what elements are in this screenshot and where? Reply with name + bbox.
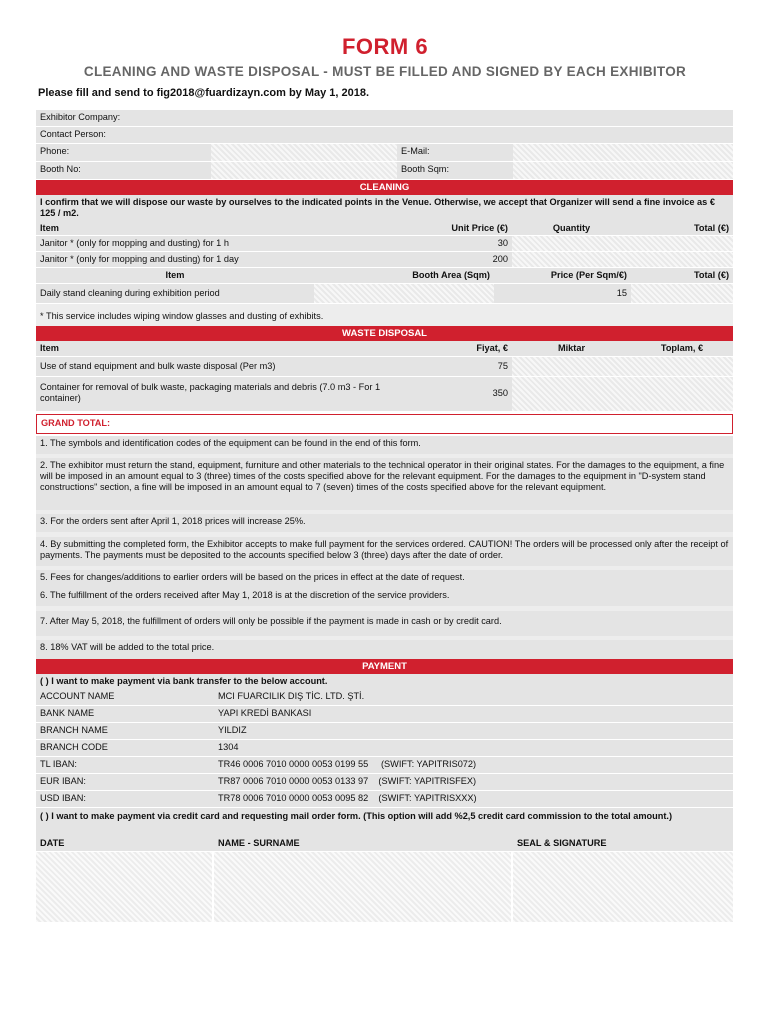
date-input[interactable] <box>36 852 214 922</box>
daily-col-area: Booth Area (Sqm) <box>412 270 490 280</box>
bank-info-label: BRANCH CODE <box>40 742 108 752</box>
waste-col-qty: Miktar <box>557 343 586 353</box>
email-input[interactable] <box>513 144 733 161</box>
bank-info-row <box>36 689 733 706</box>
booth-no-label: Booth No: <box>36 162 211 179</box>
date-col-label: DATE <box>40 838 65 848</box>
cleaning-confirm-text: I confirm that we will dispose our waste by ourselves to the indicated points in the Venue. Otherwise, we accept that Organizer will send a fine invoice as € 125 / m2. <box>36 195 733 221</box>
waste-qty-input[interactable] <box>512 357 631 376</box>
booth-row <box>36 162 733 180</box>
exhibitor-company-field[interactable]: Exhibitor Company: <box>40 112 121 122</box>
cleaning-qty-input[interactable] <box>512 236 631 251</box>
payment-heading: PAYMENT <box>36 659 733 674</box>
bank-info-row <box>36 791 733 808</box>
name-surname-input[interactable] <box>214 852 513 922</box>
bank-info-value: YILDIZ <box>218 725 247 735</box>
note-item: 4. By submitting the completed form, the Exhibitor accepts to make full payment for the services ordered. CAUTION! The orders will be processed only after the receipt of payments. The payments must be deposited to the accounts specified below 3 (three) days after the date of order. <box>36 537 733 566</box>
cleaning-qty-input[interactable] <box>512 252 631 267</box>
bank-info-label: BRANCH NAME <box>40 725 108 735</box>
note-item: 6. The fulfillment of the orders received after May 1, 2018 is at the discretion of the service providers. <box>36 588 733 606</box>
phone-input[interactable] <box>211 144 397 161</box>
bank-info-row <box>36 706 733 723</box>
bank-info-value: MCI FUARCILIK DIŞ TİC. LTD. ŞTİ. <box>218 691 365 701</box>
signature-header-row <box>36 836 733 852</box>
waste-item: Use of stand equipment and bulk waste disposal (Per m3) <box>36 357 397 376</box>
cleaning-col-item: Item <box>40 223 59 233</box>
bank-info-label: TL IBAN: <box>40 759 77 769</box>
note-item: 7. After May 5, 2018, the fulfillment of orders will only be possible if the payment is made in cash or by credit card. <box>36 611 733 636</box>
bank-info-row <box>36 740 733 757</box>
cleaning-heading: CLEANING <box>36 180 733 195</box>
bank-info-row <box>36 774 733 791</box>
note-item: 2. The exhibitor must return the stand, equipment, furniture and other materials to the technical operator in their original states. For the damages to the equipment, a fine will be imposed in an amount equal to 3 (three) times of the costs specified above for the relevant equipment. For the damages to the equipment in "D-system stand constructions" section, a fine will be imposed in an amount equal to 7 (seven) times of the costs specified above for the relevant equipment. <box>36 458 733 510</box>
grand-total-field[interactable]: GRAND TOTAL: <box>36 414 733 434</box>
seal-signature-input[interactable] <box>513 852 733 922</box>
email-label: E-Mail: <box>397 144 513 161</box>
phone-label: Phone: <box>36 144 211 161</box>
cleaning-col-qty: Quantity <box>552 223 591 233</box>
bank-transfer-option[interactable]: ( ) I want to make payment via bank transfer to the below account. <box>36 674 733 689</box>
daily-total-input[interactable] <box>631 284 733 303</box>
form-subtitle: CLEANING AND WASTE DISPOSAL - MUST BE FILLED AND SIGNED BY EACH EXHIBITOR <box>83 64 687 79</box>
bank-info-label: BANK NAME <box>40 708 95 718</box>
bank-info-label: EUR IBAN: <box>40 776 86 786</box>
cleaning-item: Janitor * (only for mopping and dusting) for 1 day <box>36 252 397 267</box>
order-form <box>36 110 733 923</box>
daily-cleaning-item: Daily stand cleaning during exhibition period <box>36 284 314 303</box>
bank-info-label: ACCOUNT NAME <box>40 691 115 701</box>
bank-info-row <box>36 757 733 774</box>
note-item: 5. Fees for changes/additions to earlier orders will be based on the prices in effect at the date of request. <box>36 570 733 588</box>
booth-area-input[interactable] <box>314 284 494 303</box>
waste-total-input[interactable] <box>631 357 733 376</box>
cleaning-row <box>36 236 733 252</box>
waste-col-total: Toplam, € <box>660 343 704 353</box>
cleaning-item: Janitor * (only for mopping and dusting) for 1 h <box>36 236 397 251</box>
booth-sqm-label: Booth Sqm: <box>397 162 513 179</box>
bank-info-value: YAPI KREDİ BANKASI <box>218 708 312 718</box>
daily-col-price: Price (Per Sqm/€) <box>550 270 627 280</box>
waste-col-price: Fiyat, € <box>476 343 508 353</box>
cleaning-total-input[interactable] <box>631 236 733 251</box>
exhibitor-company-row <box>36 110 733 127</box>
waste-price: 75 <box>397 357 512 376</box>
waste-total-input[interactable] <box>631 377 733 411</box>
daily-cleaning-price: 15 <box>494 284 631 303</box>
cleaning-header-row <box>36 221 733 236</box>
note-item: 8. 18% VAT will be added to the total price. <box>36 640 733 659</box>
cleaning-total-input[interactable] <box>631 252 733 267</box>
note-item: 3. For the orders sent after April 1, 2018 prices will increase 25%. <box>36 514 733 532</box>
cleaning-footnote: * This service includes wiping window glasses and dusting of exhibits. <box>36 304 733 326</box>
note-item: 1. The symbols and identification codes of the equipment can be found in the end of this form. <box>36 436 733 454</box>
waste-row <box>36 377 733 412</box>
daily-cleaning-row <box>36 284 733 304</box>
waste-item: Container for removal of bulk waste, packaging materials and debris (7.0 m3 - For 1 container) <box>36 377 397 411</box>
bank-info-value: TR87 0006 7010 0000 0053 0133 97 (SWIFT: YAPITRISFEX) <box>218 776 477 786</box>
bank-info-value: TR78 0006 7010 0000 0053 0095 82 (SWIFT: YAPITRISXXX) <box>218 793 477 803</box>
cleaning-row <box>36 252 733 268</box>
waste-qty-input[interactable] <box>512 377 631 411</box>
credit-card-option[interactable]: ( ) I want to make payment via credit card and requesting mail order form. (This option will add %2,5 credit card commission to the total amount.) <box>36 808 733 836</box>
waste-col-item: Item <box>40 343 59 353</box>
waste-row <box>36 357 733 377</box>
waste-heading: WASTE DISPOSAL <box>36 326 733 341</box>
cleaning-col-unit: Unit Price (€) <box>451 223 508 233</box>
bank-info-value: 1304 <box>218 742 239 752</box>
daily-col-item: Item <box>165 270 185 280</box>
form-instruction: Please fill and send to fig2018@fuardizayn.com by May 1, 2018. <box>38 87 370 99</box>
signature-row <box>36 852 733 923</box>
waste-price: 350 <box>397 377 512 411</box>
bank-info-value: TR46 0006 7010 0000 0053 0199 55 (SWIFT: YAPITRIS072) <box>218 759 477 769</box>
contact-person-row <box>36 127 733 144</box>
daily-col-total: Total (€) <box>693 270 729 280</box>
waste-header-row <box>36 341 733 357</box>
booth-sqm-input[interactable] <box>513 162 733 179</box>
booth-no-input[interactable] <box>211 162 397 179</box>
cleaning-col-total: Total (€) <box>693 223 729 233</box>
bank-info-label: USD IBAN: <box>40 793 86 803</box>
cleaning-price: 30 <box>397 236 512 251</box>
seal-col-label: SEAL & SIGNATURE <box>517 838 607 848</box>
name-col-label: NAME - SURNAME <box>218 838 300 848</box>
phone-email-row <box>36 144 733 162</box>
contact-person-field[interactable]: Contact Person: <box>40 129 106 139</box>
cleaning-price: 200 <box>397 252 512 267</box>
form-title: FORM 6 <box>341 34 429 59</box>
daily-header-row <box>36 268 733 284</box>
bank-info-row <box>36 723 733 740</box>
